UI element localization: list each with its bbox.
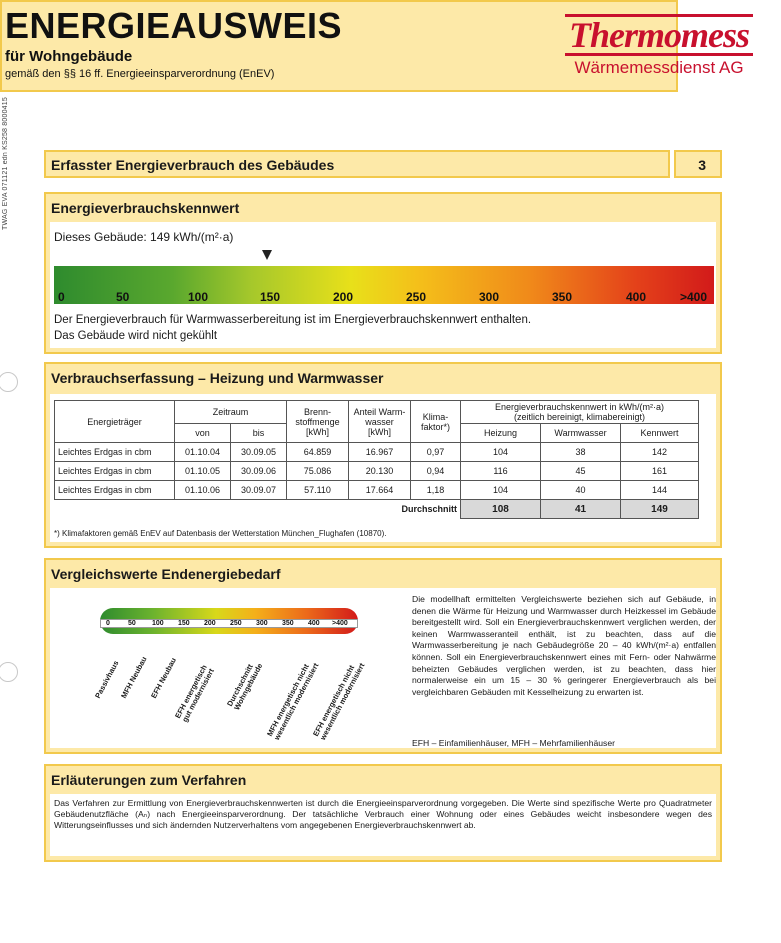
cooling-note: Das Gebäude wird nicht gekühlt bbox=[54, 330, 218, 342]
erfassung-body bbox=[50, 394, 716, 542]
cell-klima: 0,97 bbox=[411, 443, 461, 462]
header-kennwert-group: Energieverbrauchskennwert in kWh/(m²·a) (zeitlich bereinigt, klimabereinigt) bbox=[461, 401, 699, 424]
scale-tick: 150 bbox=[260, 290, 281, 304]
logo-subtitle: Wärmemessdienst AG bbox=[574, 58, 744, 77]
table-row bbox=[55, 462, 699, 481]
cell-traeger: Leichtes Erdgas in cbm bbox=[55, 443, 175, 462]
consumption-table bbox=[54, 400, 699, 519]
comparison-tick: 50 bbox=[128, 620, 136, 627]
cell-warmwasser: 40 bbox=[541, 481, 621, 500]
section-number: 3 bbox=[674, 150, 722, 178]
header-von: von bbox=[175, 424, 231, 443]
table-row bbox=[55, 443, 699, 462]
category-label: EFH energetisch gut modernisiert bbox=[173, 663, 216, 724]
cell-kennwert: 144 bbox=[621, 481, 699, 500]
climate-footnote: *) Klimafaktoren gemäß EnEV auf Datenbasis der Wetterstation München_Flughafen (10870). bbox=[54, 529, 387, 538]
cell-kennwert: 142 bbox=[621, 443, 699, 462]
erfassung-panel bbox=[44, 362, 722, 548]
warmwater-note: Der Energieverbrauch für Warmwasserbereitung ist im Energieverbrauchskennwert enthalten. bbox=[54, 314, 532, 326]
comparison-tick: 350 bbox=[282, 620, 294, 627]
cell-brenn: 75.086 bbox=[287, 462, 349, 481]
average-heizung: 108 bbox=[461, 500, 541, 519]
cell-bis: 30.09.06 bbox=[231, 462, 287, 481]
category-label: Passivhaus bbox=[93, 659, 121, 700]
header-bis: bis bbox=[231, 424, 287, 443]
header-klima: Klima- faktor*) bbox=[411, 401, 461, 443]
average-kennwert: 149 bbox=[621, 500, 699, 519]
vergleich-body bbox=[50, 588, 716, 748]
category-label: EFH Neubau bbox=[149, 656, 178, 700]
kennwert-body bbox=[50, 222, 716, 348]
kennwert-panel bbox=[44, 192, 722, 354]
cell-heizung: 116 bbox=[461, 462, 541, 481]
cell-warmwasser: 45 bbox=[541, 462, 621, 481]
cell-von: 01.10.06 bbox=[175, 481, 231, 500]
vergleich-title: Vergleichswerte Endenergiebedarf bbox=[51, 566, 281, 582]
scale-tick: 350 bbox=[552, 290, 573, 304]
section-heading bbox=[44, 150, 670, 178]
header-anteil: Anteil Warm- wasser [kWh] bbox=[349, 401, 411, 443]
scale-tick: 200 bbox=[333, 290, 354, 304]
header-warmwasser: Warmwasser bbox=[541, 424, 621, 443]
comparison-tick: 400 bbox=[308, 620, 320, 627]
category-label: MFH energetisch nicht wesentlich modernisiert bbox=[265, 661, 321, 742]
scale-tick: 0 bbox=[58, 290, 65, 304]
average-warmwasser: 41 bbox=[541, 500, 621, 519]
cell-kennwert: 161 bbox=[621, 462, 699, 481]
cell-brenn: 64.859 bbox=[287, 443, 349, 462]
vergleich-panel bbox=[44, 558, 722, 754]
document-title: ENERGIEAUSWEIS bbox=[5, 5, 343, 46]
average-row bbox=[55, 500, 699, 519]
header-heizung: Heizung bbox=[461, 424, 541, 443]
header-brennstoff: Brenn- stoffmenge [kWh] bbox=[287, 401, 349, 443]
erlaeuterung-panel bbox=[44, 764, 722, 862]
scale-tick: 100 bbox=[188, 290, 209, 304]
comparison-tick: 300 bbox=[256, 620, 268, 627]
building-value: Dieses Gebäude: 149 kWh/(m²·a) bbox=[54, 230, 234, 244]
cell-warmwasser: 38 bbox=[541, 443, 621, 462]
thermomess-logo bbox=[559, 14, 759, 78]
punch-hole bbox=[0, 372, 18, 392]
comparison-tick: >400 bbox=[332, 620, 348, 627]
average-label: Durchschnitt bbox=[401, 504, 457, 515]
scale-tick: 250 bbox=[406, 290, 427, 304]
cell-traeger: Leichtes Erdgas in cbm bbox=[55, 462, 175, 481]
logo-brand: Thermomess bbox=[565, 14, 753, 56]
table-row bbox=[55, 481, 699, 500]
scale-tick: 50 bbox=[116, 290, 130, 304]
value-marker-icon bbox=[262, 250, 272, 260]
comparison-tick: 0 bbox=[106, 620, 110, 627]
cell-von: 01.10.04 bbox=[175, 443, 231, 462]
scale-tick: 300 bbox=[479, 290, 500, 304]
category-label: Durchschnitt Wohngebäude bbox=[225, 661, 265, 712]
cell-klima: 0,94 bbox=[411, 462, 461, 481]
header-traeger: Energieträger bbox=[55, 401, 175, 443]
erlaeuterung-title: Erläuterungen zum Verfahren bbox=[51, 772, 247, 788]
category-label: EFH energetisch nicht wesentlich modernisiert bbox=[311, 661, 367, 742]
cell-heizung: 104 bbox=[461, 443, 541, 462]
cell-anteil: 16.967 bbox=[349, 443, 411, 462]
document-code: TWAG EVA 071121 edn KS258 8000415 bbox=[2, 97, 9, 230]
category-label: MFH Neubau bbox=[119, 655, 149, 700]
comparison-tick: 200 bbox=[204, 620, 216, 627]
erfassung-title: Verbrauchserfassung – Heizung und Warmwasser bbox=[51, 370, 384, 386]
header bbox=[0, 0, 749, 92]
comparison-description: Die modellhaft ermittelten Vergleichswerte beziehen sich auf Gebäude, in denen die Wärme für Heizung und Warmwasser durch Heizkessel im Gebäude bereitgestellt wird. Soll ein Energieverbrauchskennwert verglichen werden, der keinen Warmwasseranteil enthält, ist zu beachten, dass auf die Warmwasserbereitung je nach Gebäudegröße 20 – 40 kWh/(m²·a) entfallen können. Soll ein Energieverbrauchskennwert eines mit Fern- oder Nahwärme beheizten Gebäudes verglichen werden, ist zu beachten, dass hier normalerweise ein um 15 – 30 % geringerer Energieverbrauch als bei vergleichbaren Gebäuden mit Kesselheizung zu erwarten ist. bbox=[412, 594, 716, 697]
cell-anteil: 20.130 bbox=[349, 462, 411, 481]
cell-anteil: 17.664 bbox=[349, 481, 411, 500]
comparison-tick: 150 bbox=[178, 620, 190, 627]
comparison-tick: 100 bbox=[152, 620, 164, 627]
punch-hole bbox=[0, 662, 18, 682]
energy-scale-bar bbox=[54, 266, 714, 304]
cell-klima: 1,18 bbox=[411, 481, 461, 500]
abbreviation-legend: EFH – Einfamilienhäuser, MFH – Mehrfamilienhäuser bbox=[412, 738, 615, 748]
header-zeitraum: Zeitraum bbox=[175, 401, 287, 424]
cell-heizung: 104 bbox=[461, 481, 541, 500]
cell-traeger: Leichtes Erdgas in cbm bbox=[55, 481, 175, 500]
cell-bis: 30.09.05 bbox=[231, 443, 287, 462]
legal-basis: gemäß den §§ 16 ff. Energieeinsparverordnung (EnEV) bbox=[5, 68, 275, 80]
comparison-tick: 250 bbox=[230, 620, 242, 627]
scale-tick: >400 bbox=[680, 290, 708, 304]
erlaeuterung-body bbox=[50, 794, 716, 856]
document-subtitle: für Wohngebäude bbox=[5, 48, 133, 65]
cell-von: 01.10.05 bbox=[175, 462, 231, 481]
erlaeuterung-text: Das Verfahren zur Ermittlung von Energieverbrauchskennwerten ist durch die Energieeinsparverordnung vorgegeben. Die Werte sind spezifische Werte pro Quadratmeter Gebäudenutzfläche (Aₙ) nach Energieeinsparverordnung. Der tatsächliche Verbrauch einer Wohnung oder eines Gebäudes weicht insbesondere wegen des Witterungseinflusses und sich ändernden Nutzerverhaltens vom angegebenen Energieverbrauchskennwert ab. bbox=[54, 798, 712, 830]
cell-bis: 30.09.07 bbox=[231, 481, 287, 500]
cell-brenn: 57.110 bbox=[287, 481, 349, 500]
kennwert-title: Energieverbrauchskennwert bbox=[51, 200, 240, 216]
scale-tick: 400 bbox=[626, 290, 647, 304]
header-kennwert: Kennwert bbox=[621, 424, 699, 443]
section-title: Erfasster Energieverbrauch des Gebäudes bbox=[51, 157, 335, 173]
